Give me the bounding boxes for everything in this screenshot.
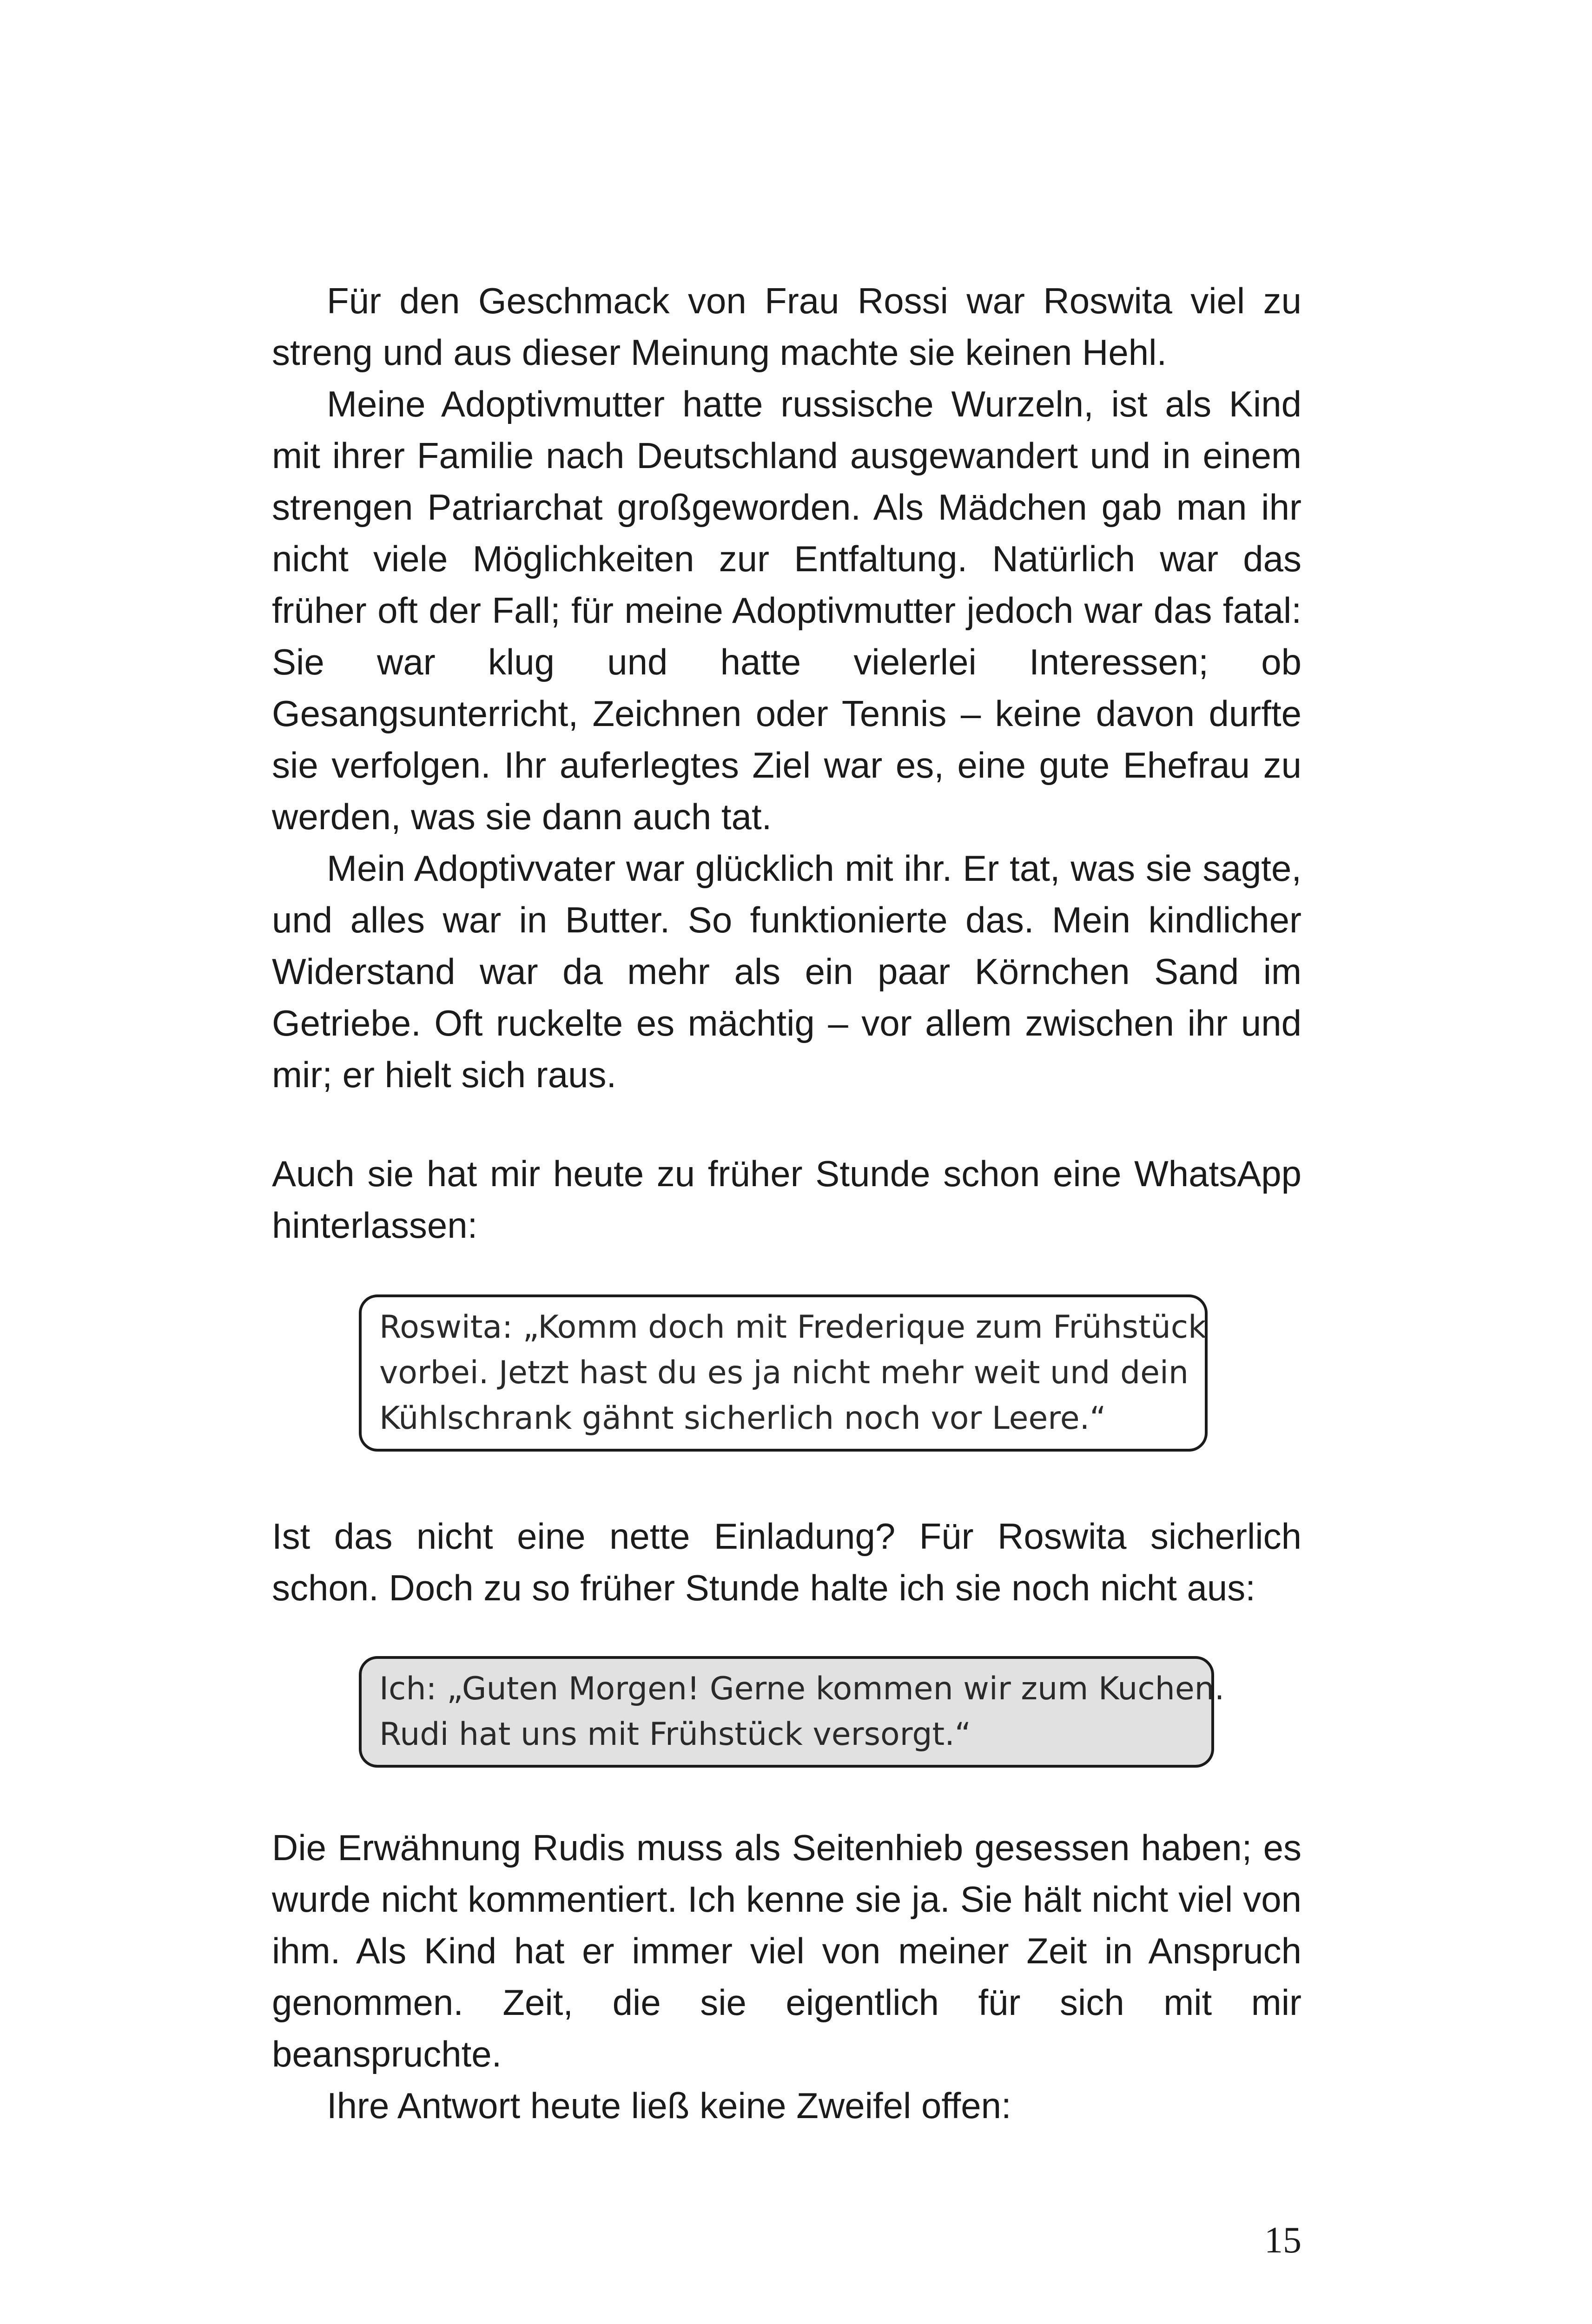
text-block-einladung	[272, 1511, 1301, 1614]
paragraph-adoptivmutter: Meine Adoptivmutter hatte russische Wurzeln, ist als Kind mit ihrer Familie nach Deutschland ausgewandert und in einem strengen Patriarchat großgeworden. Als Mädchen gab man ihr nicht viele Möglichkeiten zur Entfaltung. Natürlich war das früher oft der Fall; für meine Adoptivmutter jedoch war das fatal: Sie war klug und hatte vielerlei Interessen; ob Gesangsunterricht, Zeichnen oder Tennis – keine davon durfte sie verfolgen. Ihr auferlegtes Ziel war es, eine gute Ehefrau zu werden, was sie dann auch tat.	[272, 383, 1301, 837]
message-line: Ich: „Guten Morgen! Gerne kommen wir zum Kuchen.	[379, 1670, 1225, 1707]
paragraph-adoptivvater: Mein Adoptivvater war glücklich mit ihr. Er tat, was sie sagte, und alles war in Butter. So funktionierte das. Mein kindlicher Widerstand war da mehr als ein paar Körnchen Sand im Getriebe. Oft ruckelte es mächtig – vor allem zwischen ihr und mir; er hielt sich raus.	[272, 848, 1301, 1095]
message-line: Kühlschrank gähnt sicherlich noch vor Leere.“	[379, 1400, 1106, 1437]
text-block-whatsapp-intro	[272, 1148, 1301, 1251]
page-number: 15	[1264, 2220, 1301, 2261]
message-line: Roswita: „Komm doch mit Frederique zum Frühstück	[379, 1309, 1207, 1346]
message-ich	[359, 1656, 1225, 1768]
text-block-opening	[272, 275, 1301, 1101]
message-roswita	[359, 1294, 1208, 1452]
paragraph-einladung: Ist das nicht eine nette Einladung? Für Roswita sicherlich schon. Doch zu so früher Stunde halte ich sie noch nicht aus:	[272, 1516, 1301, 1608]
paragraph-antwort: Ihre Antwort heute ließ keine Zweifel offen:	[327, 2085, 1011, 2126]
paragraph-frau-rossi: Für den Geschmack von Frau Rossi war Roswita viel zu streng und aus dieser Meinung machte sie keinen Hehl.	[272, 280, 1301, 373]
text-block-rudi	[272, 1822, 1301, 2132]
paragraph-rudi: Die Erwähnung Rudis muss als Seitenhieb gesessen haben; es wurde nicht kommentiert. Ich kenne sie ja. Sie hält nicht viel von ihm. Als Kind hat er immer viel von meiner Zeit in Anspruch genommen. Zeit, die sie eigentlich für sich mit mir beanspruchte.	[272, 1827, 1301, 2074]
paragraph-whatsapp-intro: Auch sie hat mir heute zu früher Stunde schon eine WhatsApp hinterlassen:	[272, 1153, 1301, 1246]
message-line: vorbei. Jetzt hast du es ja nicht mehr weit und dein	[379, 1354, 1189, 1391]
message-line: Rudi hat uns mit Frühstück versorgt.“	[379, 1716, 971, 1753]
